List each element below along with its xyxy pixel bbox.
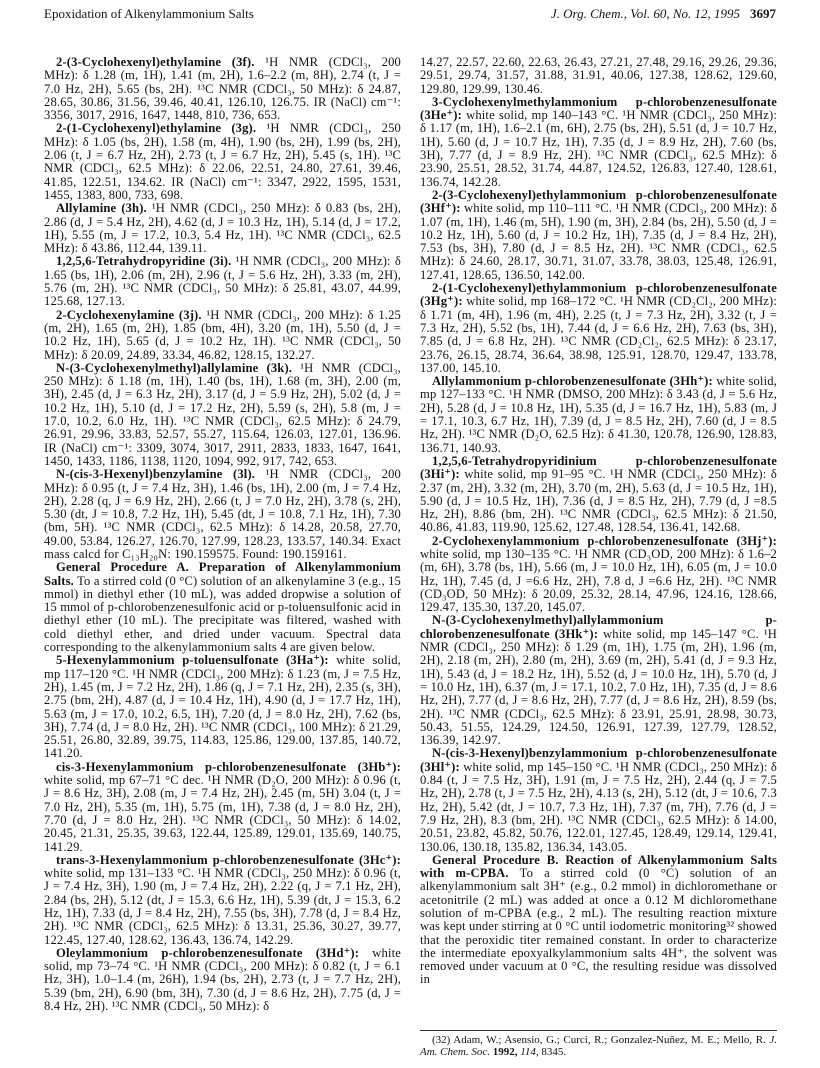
compound-entry — [420, 535, 777, 615]
compound-heading: 2-(3-Cyclohexenyl)ethylamine (3f). — [56, 56, 255, 69]
procedure-heading: General Procedure B. Reaction of Alkenylammonium Salts with m-CPBA. — [420, 852, 777, 881]
compound-entry-continued — [420, 56, 777, 96]
compound-heading: N-(3-Cyclohexenylmethyl)allylammonium p-chlorobenzenesulfonate (3Hk⁺): — [420, 613, 777, 641]
compound-heading: 2-(3-Cyclohexenyl)ethylammonium p-chlorobenzenesulfonate (3Hf⁺): — [420, 187, 777, 216]
compound-heading: N-(3-Cyclohexenylmethyl)allylamine (3k). — [56, 360, 293, 375]
compound-data: white solid, mp 117–120 °C. ¹H NMR (CDCl₃, 200 MHz): δ 1.23 (m, J = 7.5 Hz, 2H), 1.45 (m, J = 7.2 Hz, 2H), 1.86 (q, J = 7.1 Hz, 2H), 2.35 (s, 3H), 2.75 (bm, 2H), 4.87 (d, J = 10.4 Hz, 1H), 4.90 (d, J = 17.7 Hz, 1H), 5.63 (m, J = 17.0, 10.2, 6.5, 1H), 7.20 (d, J = 8.0 Hz, 2H), 7.62 (bs, 3H), 7.74 (d, J = 8.0 Hz, 2H). ¹³C NMR (CDCl₃, 100 MHz): δ 21.29, 25.51, 26.80, 32.89, 39.75, 114.83, 125.86, 129.00, 137.85, 140.72, 141.20. — [44, 653, 401, 761]
procedure-text: To a stirred cold (0 °C) solution of an alkenylammonium salt 3H⁺ (e.g., 0.2 mmol) in dichloromethane or acetonitrile (2 mL) was added at once a 0.12 M dichloromethane solution of m-CPBA (e.g., 2 mL). The resulting reaction mixture was kept under stirring at 0 °C until iodometric monitoring³² showed that the peroxidic titer remained constant. In order to characterize the intermediate epoxyalkylammonium salts 4H⁺, the solvent was removed under vacuum at 0 °C, the resulting residue was dissolved in — [420, 866, 777, 987]
running-title: Epoxidation of Alkenylammonium Salts — [44, 6, 254, 21]
compound-data: white solid, mp 145–147 °C. ¹H NMR (CDCl₃, 250 MHz): δ 1.29 (m, 1H), 1.75 (m, 2H), 1.96 (m, 2H), 2.18 (m, 2H), 2.80 (m, 2H), 3.69 (m, 2H), 5.41 (d, J = 9.3 Hz, 1H), 5.43 (d, J = 18.2 Hz, 1H), 5.52 (d, J = 10.0 Hz, 1H), 5.70 (d, J = 10.0 Hz, 1H), 6.37 (m, J = 17.1, 10.2, 7.0 Hz, 1H), 7.35 (d, J = 8.6 Hz, 2H), 7.77 (d, J = 8.6 Hz, 2H), 7.77 (d, J = 8.6 Hz, 2H), 8.59 (bs, 2H). ¹³C NMR (CDCl₃, 62.5 MHz): δ 23.91, 25.91, 28.98, 30.73, 50.43, 51.55, 124.29, 124.50, 126.91, 127.39, 127.79, 128.52, 136.39, 142.97. — [420, 626, 777, 748]
compound-entry — [44, 761, 401, 854]
compound-data: white solid, mp 110–111 °C. ¹H NMR (CDCl₃, 200 MHz): δ 1.07 (m, 1H), 1.46 (m, 5H), 1.90 (m, 3H), 2.84 (bs, 2H), 5.50 (d, J = 10.2 Hz, 1H), 5.60 (d, J = 10.2 Hz, 1H), 7.35 (d, J = 8.4 Hz, 2H), 7.53 (bs, 3H), 7.80 (d, J = 8.5 Hz, 2H). ¹³C NMR (CDCl₃, 62.5 MHz): δ 24.60, 28.17, 30.71, 31.07, 33.78, 38.03, 125.48, 126.91, 127.41, 128.65, 136.50, 142.00. — [420, 201, 777, 282]
compound-data-continued: 14.27, 22.57, 22.60, 22.63, 26.43, 27.21, 27.48, 29.16, 29.26, 29.36, 29.51, 29.74, 31.57, 31.88, 31.91, 40.06, 127.38, 128.62, 129.60, 129.80, 129.99, 130.46. — [420, 56, 777, 96]
compound-data: ¹H NMR (CDCl₃, 250 MHz): δ 1.05 (bs, 2H), 1.58 (m, 4H), 1.90 (bs, 2H), 1.99 (bs, 2H), 2.06 (t, J = 6.7 Hz, 2H), 2.73 (t, J = 6.7 Hz, 2H), 5.45 (s, 1H). ¹³C NMR (CDCl₃, 62.5 MHz): δ 22.06, 22.51, 24.80, 27.61, 39.46, 41.85, 122.51, 134.62. IR (NaCl) cm⁻¹: 3347, 2922, 1595, 1531, 1455, 1383, 800, 733, 698. — [44, 121, 401, 202]
compound-heading: N-(cis-3-Hexenyl)benzylammonium p-chlorobenzenesulfonate (3Hl⁺): — [420, 746, 777, 774]
compound-heading: 3-Cyclohexenylmethylammonium p-chlorobenzenesulfonate (3He⁺): — [420, 94, 777, 123]
compound-data: white solid, mp 168–172 °C. ¹H NMR (CD₂Cl₂, 200 MHz): δ 1.71 (m, 4H), 1.96 (m, 4H), 2.25 (t, J = 7.3 Hz, 2H), 3.32 (t, J = 7.3 Hz, 2H), 5.52 (bs, 1H), 7.44 (d, J = 6.6 Hz, 2H), 7.63 (bs, 3H), 7.85 (d, J = 6.8 Hz, 2H). ¹³C NMR (CD₂Cl₂, 62.5 MHz): δ 23.17, 23.76, 26.15, 28.74, 36.64, 38.98, 125.91, 128.70, 129.47, 133.78, 137.00, 145.10. — [420, 294, 777, 375]
compound-entry — [420, 375, 777, 455]
footnote-pages: 8345. — [541, 1046, 567, 1059]
compound-heading: 2-(1-Cyclohexenyl)ethylammonium p-chlorobenzenesulfonate (3Hg⁺): — [420, 281, 777, 309]
compound-heading: N-(cis-3-Hexenyl)benzylamine (3l). — [56, 467, 256, 482]
compound-entry — [44, 654, 401, 760]
compound-heading: 2-Cyclohexenylamine (3j). — [56, 307, 202, 322]
compound-entry — [44, 309, 401, 362]
compound-data: ¹H NMR (CDCl₃, 200 MHz): δ 1.25 (m, 2H), 1.65 (m, 2H), 1.85 (bm, 4H), 3.20 (m, 1H), 5.50 (d, J = 10.2 Hz, 1H), 5.65 (d, J = 10.2 Hz, 1H). ¹³C NMR (CDCl₃, 50 MHz): δ 20.09, 24.89, 33.34, 46.82, 128.15, 132.27. — [44, 307, 401, 362]
compound-entry — [44, 202, 401, 255]
running-head-right — [551, 6, 776, 22]
compound-data: white solid, mp 127–133 °C. ¹H NMR (DMSO, 200 MHz): δ 3.43 (d, J = 5.6 Hz, 2H), 5.28 (d, J = 10.8 Hz, 1H), 5.35 (d, J = 16.7 Hz, 1H), 5.83 (m, J = 17.1, 10.3, 6.7 Hz, 1H), 7.39 (d, J = 8.5 Hz, 2H), 7.60 (d, J = 8.5 Hz, 2H). ¹³C NMR (D₂O, 62.5 Hz): δ 41.30, 120.78, 126.90, 128.83, 136.71, 140.93. — [420, 374, 777, 455]
page-number: 3697 — [750, 6, 776, 21]
compound-heading: trans-3-Hexenylammonium p-chlorobenzenesulfonate (3Hc⁺): — [56, 852, 401, 867]
footnote-year: 1992, — [492, 1046, 518, 1059]
footnote — [420, 1034, 777, 1058]
journal-citation: J. Org. Chem., Vol. 60, No. 12, 1995 — [550, 6, 740, 21]
left-column — [44, 56, 401, 1062]
compound-heading: Oleylammonium p-chlorobenzenesulfonate (3Hd⁺): — [56, 945, 360, 960]
compound-heading: 5-Hexenylammonium p-toluensulfonate (3Ha⁺): — [56, 653, 329, 668]
compound-entry — [44, 122, 401, 202]
compound-entry — [44, 854, 401, 947]
compound-data: white solid, mp 145–150 °C. ¹H NMR (CDCl₃, 250 MHz): δ 0.84 (t, J = 7.5 Hz, 3H), 1.91 (m, J = 7.5 Hz, 2H), 2.44 (q, J = 7.5 Hz, 2H), 2.78 (t, J = 7.5 Hz, 2H), 4.13 (s, 2H), 5.12 (dt, J = 10.6, 7.3 Hz, 2H), 5.42 (dt, J = 10.7, 7.3 Hz, 1H), 7.37 (m, 7H), 7.76 (d, J = 7.9 Hz, 2H), 8.3 (bm, 2H). ¹³C NMR (CDCl₃, 62.5 MHz): δ 14.00, 20.51, 23.82, 45.82, 50.76, 122.01, 127.45, 128.49, 129.14, 129.41, 130.06, 130.18, 135.82, 136.34, 143.05. — [420, 759, 777, 854]
compound-heading: 1,2,5,6-Tetrahydropyridinium p-chlorobenzenesulfonate (3Hi⁺): — [420, 453, 777, 482]
compound-data: ¹H NMR (CDCl₃, 200 MHz): δ 0.95 (t, J = 7.4 Hz, 3H), 1.46 (bs, 1H), 2.00 (m, J = 7.4 Hz, 2H), 2.28 (q, J = 6.9 Hz, 2H), 2.66 (t, J = 7.0 Hz, 2H), 3.78 (s, 2H), 5.30 (dt, J = 10.8, 7.2 Hz, 1H), 5.45 (dt, J = 10.8, 7.1 Hz, 1H), 7.30 (bm, 5H). ¹³C NMR (CDCl₃, 62.5 MHz): δ 14.28, 20.58, 27.70, 49.00, 53.84, 126.27, 126.70, 127.99, 128.23, 133.57, 140.34. Exact mass calcd for C₁₃H₂₀N: 190.159575. Found: 190.159161. — [44, 467, 401, 561]
compound-heading: Allylammonium p-chlorobenzenesulfonate (3Hh⁺): — [432, 374, 713, 389]
procedure-paragraph — [44, 561, 401, 654]
compound-entry — [420, 96, 777, 189]
compound-data: white solid, mp 91–95 °C. ¹H NMR (CDCl₃, 250 MHz): δ 2.37 (m, 2H), 3.32 (m, 2H), 3.70 (m, 2H), 5.63 (d, J = 10.5 Hz, 1H), 5.90 (d, J = 10.5 Hz, 1H), 7.36 (d, J = 8.5 Hz, 2H), 7.79 (d, J =8.5 Hz, 2H), 8.86 (bm, 2H). ¹³C NMR (CDCl₃, 62.5 MHz): δ 21.50, 40.86, 41.83, 119.90, 125.62, 127.48, 128.54, 136.41, 142.68. — [420, 467, 777, 535]
footnote-divider — [420, 1030, 777, 1031]
compound-data: white solid, mp 73–74 °C. ¹H NMR (CDCl₃, 200 MHz): δ 0.82 (t, J = 6.1 Hz, 3H), 1.0–1.4 (m, 26H), 1.94 (bs, 2H), 2.73 (t, J = 7.7 Hz, 2H), 5.39 (bm, 2H), 6.90 (bm, 3H), 7.30 (d, J = 8.6 Hz, 2H), 7.75 (d, J = 8.4 Hz, 2H). ¹³C NMR (CDCl₃, 50 MHz): δ — [44, 945, 401, 1014]
compound-data: white solid, mp 131–133 °C. ¹H NMR (CDCl₃, 250 MHz): δ 0.96 (t, J = 7.4 Hz, 3H), 1.90 (m, J = 7.4 Hz, 2H), 2.22 (q, J = 7.1 Hz, 2H), 2.84 (bs, 2H), 5.12 (dt, J = 15.3, 6.6 Hz, 1H), 5.39 (dt, J = 15.3, 6.2 Hz, 1H), 7.33 (d, J = 8.4 Hz, 2H), 7.55 (bs, 3H), 7.78 (d, J = 8.4 Hz, 2H). ¹³C NMR (CDCl₃, 62.5 MHz): δ 13.31, 25.36, 30.27, 39.77, 122.45, 127.40, 128.62, 136.43, 136.74, 142.29. — [44, 866, 401, 947]
footnote-journal: J. Am. Chem. Soc. — [420, 1034, 777, 1059]
compound-entry — [44, 255, 401, 308]
compound-entry — [420, 189, 777, 282]
compound-entry — [44, 56, 401, 122]
compound-data: white solid, mp 67–71 °C dec. ¹H NMR (D₂O, 200 MHz): δ 0.96 (t, J = 8.6 Hz, 3H), 2.08 (m, J = 7.4 Hz, 2H), 2.45 (m, 5H) 3.04 (t, J = 7.0 Hz, 2H), 5.35 (m, 1H), 5.75 (m, 1H), 7.38 (d, J = 8.0 Hz, 2H), 7.70 (d, J = 8.0 Hz, 2H). ¹³C NMR (CDCl₃, 50 MHz): δ 14.02, 20.45, 21.31, 25.35, 39.63, 122.44, 125.89, 129.01, 135.69, 140.75, 141.29. — [44, 773, 401, 854]
compound-heading: 2-(1-Cyclohexenyl)ethylamine (3g). — [56, 121, 257, 136]
compound-entry — [44, 468, 401, 561]
compound-entry — [44, 362, 401, 468]
compound-heading: 1,2,5,6-Tetrahydropyridine (3i). — [56, 254, 232, 269]
footnote-label: (32) — [432, 1034, 451, 1046]
compound-data: ¹H NMR (CDCl₃, 250 MHz): δ 0.83 (bs, 2H), 2.86 (d, J = 5.4 Hz, 2H), 4.62 (d, J = 10.3 Hz, 1H), 5.14 (d, J = 17.2, 1H), 5.55 (m, J = 17.2, 10.3, 5.4 Hz, 1H). ¹³C NMR (CDCl₃, 62.5 MHz): δ 43.86, 112.44, 139.11. — [44, 201, 401, 256]
footnote-authors: Adam, W.; Asensio, G.; Curci, R.; Gonzalez-Nuñez, M. E.; Mello, R. — [453, 1034, 766, 1046]
footnote-volume: 114, — [520, 1046, 539, 1059]
right-column — [420, 56, 777, 1026]
compound-data: ¹H NMR (CDCl₃, 250 MHz): δ 1.18 (m, 1H), 1.40 (bs, 1H), 1.68 (m, 3H), 2.00 (m, 3H), 2.45 (d, J = 6.3 Hz, 2H), 3.17 (d, J = 5.9 Hz, 2H), 5.02 (d, J = 10.2 Hz, 1H), 5.10 (d, J = 17.2 Hz, 2H), 5.59 (s, 2H), 5.8 (m, J = 17.0, 10.2, 6.0 Hz, 1H). ¹³C NMR (CDCl₃, 62.5 MHz): δ 24.79, 26.91, 29.96, 33.83, 52.57, 55.27, 115.64, 126.03, 127.01, 136.96. IR (NaCl) cm⁻¹: 3309, 3074, 3017, 2911, 2833, 1833, 1647, 1641, 1450, 1433, 1186, 1138, 1120, 1094, 992, 917, 742, 653. — [44, 360, 401, 468]
procedure-heading: General Procedure A. Preparation of Alkenylammonium Salts. — [44, 560, 401, 588]
compound-entry — [420, 747, 777, 853]
compound-entry — [44, 947, 401, 1013]
compound-data: white solid, mp 140–143 °C. ¹H NMR (CDCl₃, 250 MHz): δ 1.17 (m, 1H), 1.6–2.1 (m, 6H), 2.75 (bs, 2H), 5.51 (d, J = 10.7 Hz, 1H), 5.60 (d, J = 10.7 Hz, 1H), 7.35 (d, J = 8.9 Hz, 2H), 7.60 (bs, 3H), 7.77 (d, J = 8.9 Hz, 2H). ¹³C NMR (CDCl₃, 62.5 MHz): δ 23.90, 25.51, 28.52, 31.74, 44.87, 124.52, 126.83, 127.40, 128.61, 136.74, 142.28. — [420, 108, 777, 189]
compound-data: ¹H NMR (CDCl₃, 200 MHz): δ 1.28 (m, 1H), 1.41 (m, 2H), 1.6–2.2 (m, 8H), 2.74 (t, J = 7.0 Hz, 2H), 5.65 (bs, 2H). ¹³C NMR (CDCl₃, 50 MHz): δ 24.87, 28.65, 30.86, 31.56, 39.46, 40.41, 126.10, 126.75. IR (NaCl) cm⁻¹: 3356, 3017, 2916, 1647, 1448, 810, 736, 653. — [44, 56, 401, 123]
compound-data: ¹H NMR (CDCl₃, 200 MHz): δ 1.65 (bs, 1H), 2.06 (m, 2H), 2.96 (t, J = 5.6 Hz, 2H), 3.33 (m, 2H), 5.76 (m, 2H). ¹³C NMR (CDCl₃, 50 MHz): δ 25.81, 43.07, 44.99, 125.68, 127.13. — [44, 254, 401, 309]
compound-entry — [420, 282, 777, 375]
procedure-text: To a stirred cold (0 °C) solution of an alkenylamine 3 (e.g., 15 mmol) in diethyl ether (10 mL), was added dropwise a solution of 15 mmol of p-chlorobenzenesulfonic acid or p-toluensulfonic acid in diethyl ether (10 mL). The precipitate was filtered, washed with cold diethyl ether, and dried under vacuum. Spectral data corresponding to the alkenylammonium salts 4 are given below. — [44, 573, 401, 655]
compound-data: white solid, mp 130–135 °C. ¹H NMR (CD₃OD, 200 MHz): δ 1.6–2 (m, 6H), 3.78 (bs, 1H), 5.66 (m, J = 10.0 Hz, 1H), 6.05 (m, J = 10.0 Hz, 1H), 7.45 (d, J =6.6 Hz, 2H), 7.8 d, J =6.6 Hz, 2H). ¹³C NMR (CD₃OD, 50 MHz): δ 20.09, 25.32, 28.14, 47.96, 124.16, 128.66, 129.47, 135.30, 137.20, 145.07. — [420, 546, 777, 615]
compound-entry — [420, 455, 777, 535]
compound-heading: Allylamine (3h). — [56, 201, 147, 216]
compound-heading: cis-3-Hexenylammonium p-chlorobenzenesulfonate (3Hb⁺): — [56, 759, 401, 774]
compound-entry — [420, 614, 777, 747]
compound-heading: 2-Cyclohexenylammonium p-chlorobenzenesulfonate (3Hj⁺): — [432, 533, 777, 548]
procedure-paragraph — [420, 854, 777, 987]
